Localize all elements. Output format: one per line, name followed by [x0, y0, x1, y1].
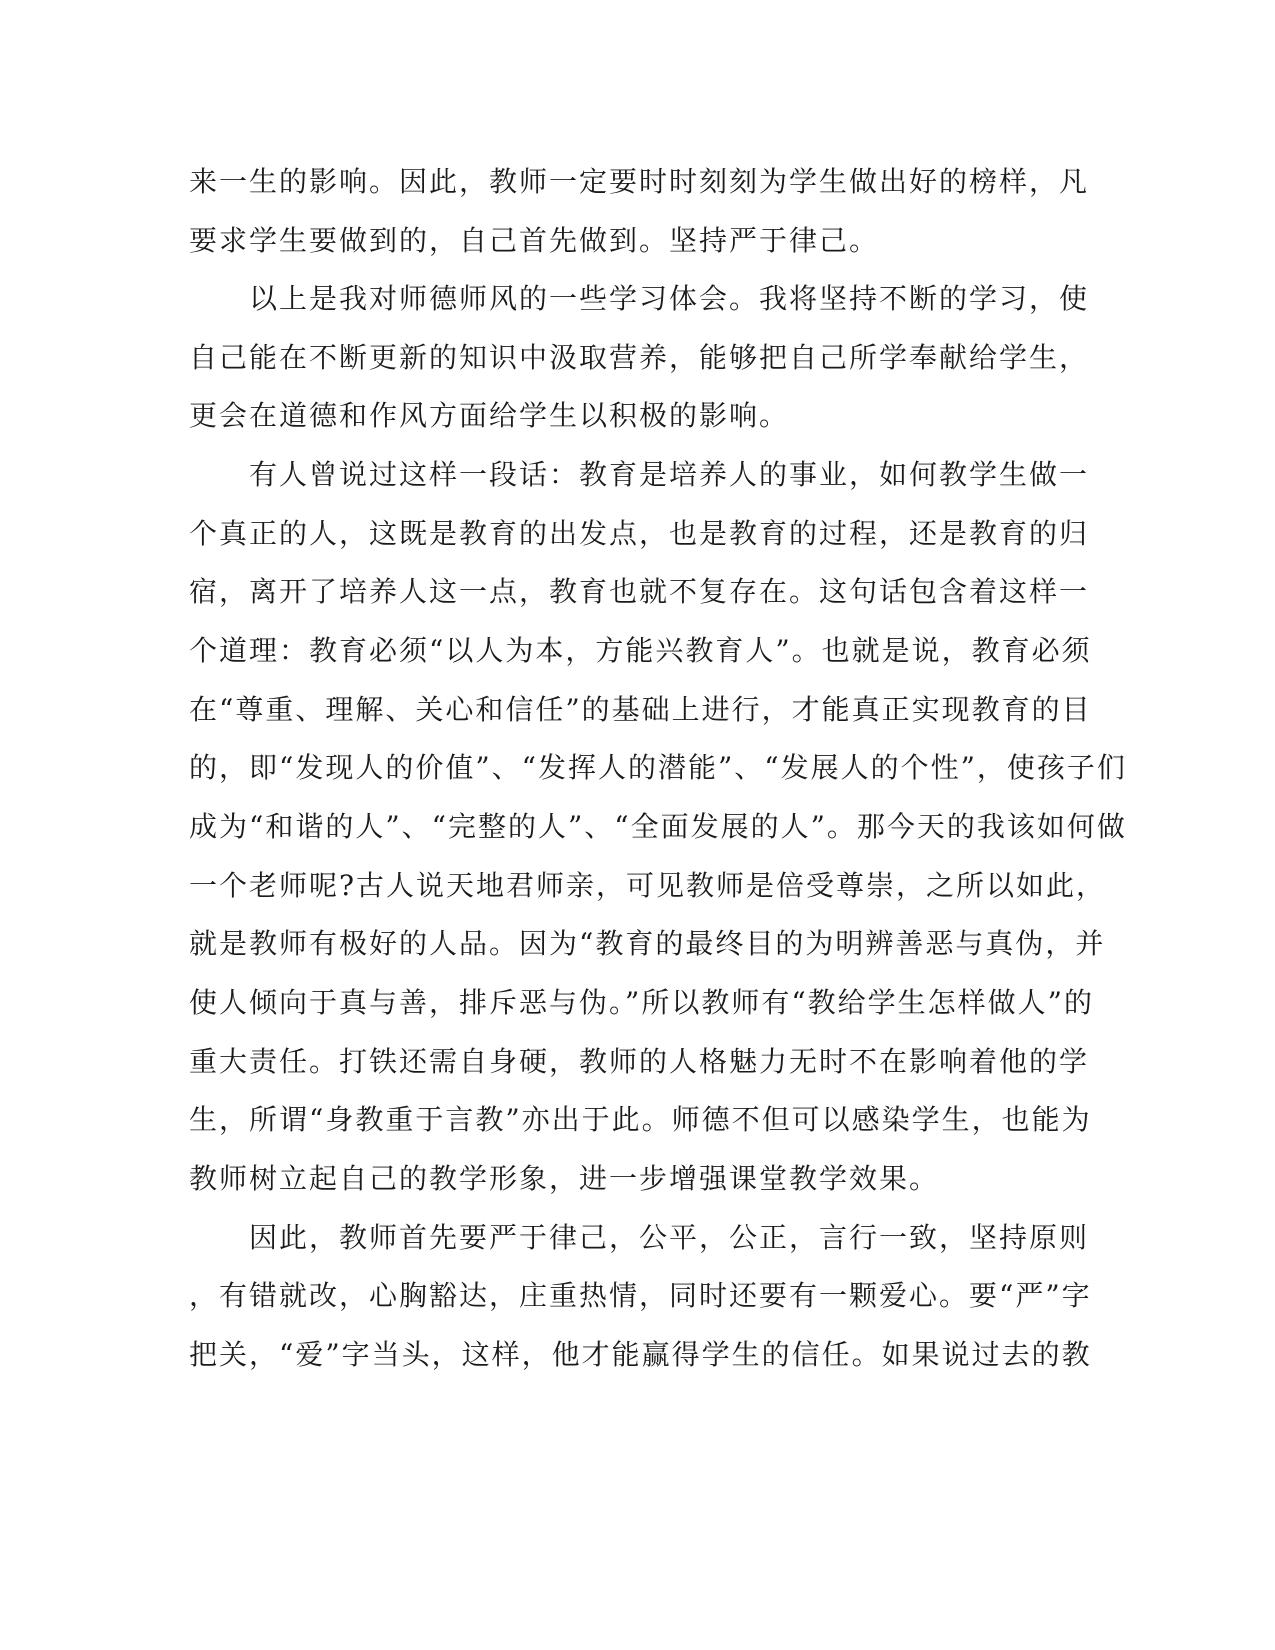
text-line: 生，所谓“身教重于言教”亦出于此。师德不但可以感染学生，也能为: [189, 1103, 1092, 1136]
text-line: 重大责任。打铁还需自身硬，教师的人格魅力无时不在影响着他的学: [189, 1045, 1090, 1078]
text-line: 来一生的影响。因此，教师一定要时时刻刻为学生做出好的榜样，凡: [189, 165, 1090, 198]
text-line: 要求学生要做到的，自己首先做到。坚持严于律己。: [189, 224, 880, 257]
text-line: 自己能在不断更新的知识中汲取营养，能够把自己所学奉献给学生，: [189, 341, 1090, 374]
text-line: 更会在道德和作风方面给学生以积极的影响。: [189, 399, 790, 432]
text-line: 成为“和谐的人”、“完整的人”、“全面发展的人”。那今天的我该如何做: [189, 810, 1127, 843]
text-line: 个真正的人，这既是教育的出发点，也是教育的过程，还是教育的归: [189, 517, 1090, 550]
text-line: 在“尊重、理解、关心和信任”的基础上进行，才能真正实现教育的目: [189, 693, 1092, 726]
text-line: 因此，教师首先要严于律己，公平，公正，言行一致，坚持原则: [189, 1221, 1090, 1254]
text-line: 就是教师有极好的人品。因为“教育的最终目的为明辨善恶与真伪，并: [189, 927, 1106, 960]
text-line: 一个老师呢?古人说天地君师亲，可见教师是倍受尊崇，之所以如此，: [189, 869, 1107, 902]
text-line: 教师树立起自己的教学形象，进一步增强课堂教学效果。: [189, 1162, 940, 1195]
text-line: 使人倾向于真与善，排斥恶与伪。”所以教师有“教给学生怎样做人”的: [189, 986, 1094, 1019]
text-line: 的，即“发现人的价值”、“发挥人的潜能”、“发展人的个性”，使孩子们: [189, 751, 1127, 784]
text-line: 个道理：教育必须“以人为本，方能兴教育人”。也就是说，教育必须: [189, 634, 1092, 667]
text-line: ，有错就改，心胸豁达，庄重热情，同时还要有一颗爱心。要“严”字: [189, 1279, 1092, 1312]
text-line: 把关，“爱”字当头，这样，他才能赢得学生的信任。如果说过去的教: [189, 1338, 1092, 1371]
text-line: 有人曾说过这样一段话：教育是培养人的事业，如何教学生做一: [189, 458, 1090, 491]
text-line: 以上是我对师德师风的一些学习体会。我将坚持不断的学习，使: [189, 282, 1090, 315]
text-line: 宿，离开了培养人这一点，教育也就不复存在。这句话包含着这样一: [189, 575, 1090, 608]
